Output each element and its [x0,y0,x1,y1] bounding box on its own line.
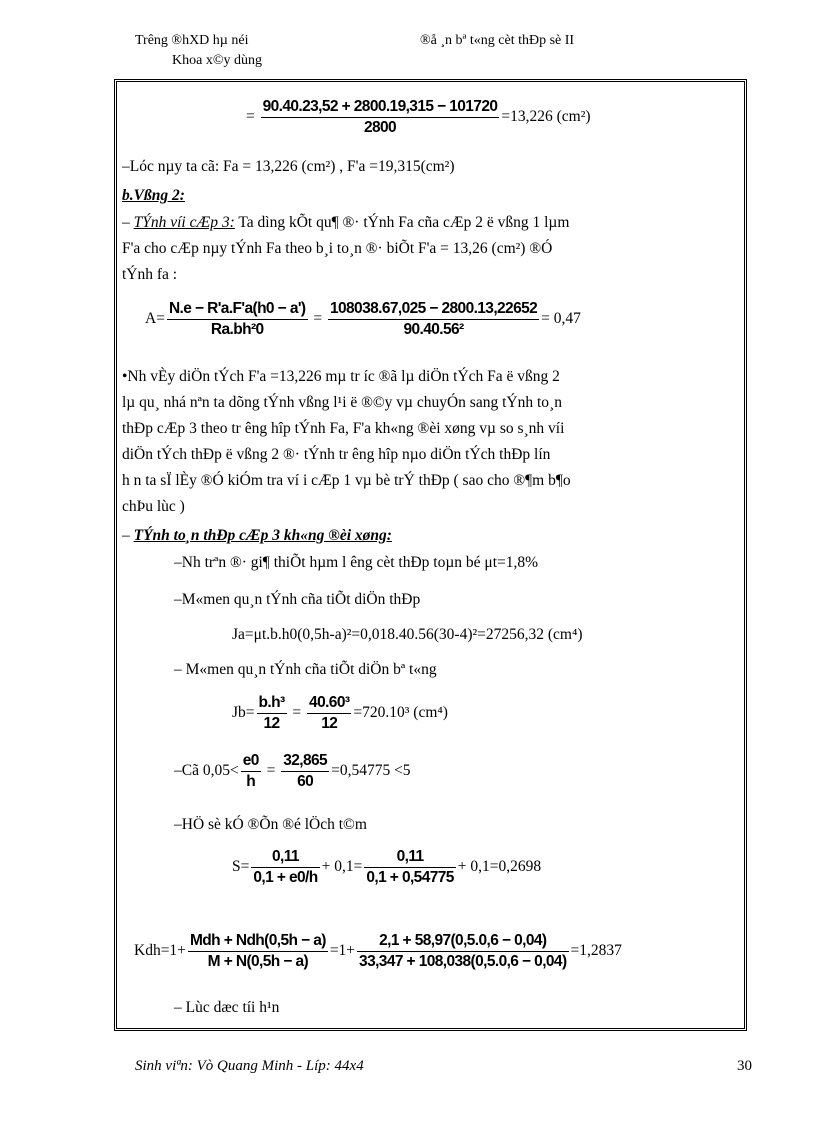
text-momen2: – M«men qu¸n tÝnh cña tiÕt diÖn bª t«ng [174,661,437,678]
para2-line6: chÞu lùc ) [122,498,185,515]
fraction: $\frac{90.40.23,52 + 2800.19,315 - 101720}{2800}$ [262,98,498,136]
para2-line5: h n ta sÏ lÈy ®Ó kiÓm tra ví i cÆp 1 vµ bè trÝ thÐp ( sao cho ®¶m b¶o [122,472,571,489]
fraction: $\frac{\text{Mdh + Ndh(0,5h − a)}}{M + N(0,5h - a)}$ [189,932,326,970]
para2-line1: •Nh vÈy diÖn tÝch F'a =13,226 mµ tr íc ®ã lµ diÖn tÝch Fa ë vßng 2 [122,368,560,385]
para1-line2: F'a cho cÆp nµy tÝnh Fa theo b¸i to¸n ®· biÕt F'a = 13,26 (cm²) ®Ó [122,240,553,257]
text-heso: –HÖ sè kÓ ®Õn ®é lÖch t©m [174,816,367,833]
formula-Jb: Jb= $\frac{\text{b.h³}}{12}$ = $\frac{\text{40.60³}}{12}$ =720.10³ (cm⁴) [232,694,448,732]
fraction: $\frac{32,865}{60}$ [283,752,328,790]
fraction: $\frac{108038.67,025 - 2800.13,22652}{\text{90.40.56²}}$ [330,300,538,338]
fraction: $\frac{\text{b.h³}}{12}$ [258,694,285,732]
header-project: ®å ¸n bª t«ng cèt thÐp sè II [420,33,575,48]
formula-fa-result: = $\frac{90.40.23,52 + 2800.19,315 - 101720}{2800}$ =13,226 (cm²) [246,98,591,136]
formula-A: A= $\frac{N.e - R'a.F'a(h0 - a')}{\text{Ra.bh²0}}$ = $\frac{108038.67,025 - 2800.13,22652}{\text{90.40.56²}}$ = 0,47 [145,300,581,338]
footer-page-number: 30 [737,1058,752,1074]
formula-Ja: Ja=μt.b.h0(0,5h-a)²=0,018.40.56(30-4)²=27256,32 (cm⁴) [232,626,583,643]
fraction: $\frac{0,11}{0,1 + e0/h}$ [253,848,318,886]
fraction: $\frac{N.e - R'a.F'a(h0 - a')}{\text{Ra.bh²0}}$ [168,300,306,338]
footer-student: Sinh viªn: Vò Quang Minh - Líp: 44x4 [135,1058,364,1074]
para2-line3: thÐp cÆp 3 theo tr êng hîp tÝnh Fa, F'a kh«ng ®èi xøng vµ so s¸nh víi [122,420,565,437]
para2-line2: lµ qu¸ nhá nªn ta dõng tÝnh vßng l¹i ë ®©y vµ chuyÓn sang tÝnh to¸n [122,394,562,411]
para1-line3: tÝnh fa : [122,266,178,283]
para2-line4: diÖn tÝch thÐp ë vßng 2 ®· tÝnh tr êng hîp nµo diÖn tÝch thÐp lín [122,446,551,463]
formula-co: –Cã 0,05< $\frac{e0}{h}$ = $\frac{32,865}{60}$ =0,54775 <5 [174,752,411,790]
heading-tinhtoan: – TÝnh to¸n thÐp cÆp 3 kh«ng ®èi xøng: [122,527,392,544]
para1-line1: – TÝnh víi cÆp 3: Ta dìng kÕt qu¶ ®· tÝnh Fa cña cÆp 2 ë vßng 1 lµm [122,214,570,231]
header-faculty: Khoa x©y dùng [172,53,262,68]
formula-Kdh: Kdh=1+ $\frac{\text{Mdh + Ndh(0,5h − a)}}{M + N(0,5h - a)}$ =1+ $\frac{2,1 + 58,97(0,5.0,6 - 0,04)}{33,347 + 108,038(0,5.0,6 - 0,04)}$ =1,2837 [134,932,622,970]
text-lucdac: – Lùc dæc tíi h¹n [174,999,280,1016]
fraction: $\frac{2,1 + 58,97(0,5.0,6 - 0,04)}{33,347 + 108,038(0,5.0,6 - 0,04)}$ [359,932,567,970]
formula-S: S= $\frac{0,11}{0,1 + e0/h}$ + 0,1= $\frac{0,11}{0,1 + 0,54775}$ + 0,1=0,2698 [232,848,542,886]
fraction: $\frac{\text{40.60³}}{12}$ [309,694,350,732]
text-nhutren: –Nh trªn ®· gi¶ thiÕt hµm l êng cèt thÐp toµn bé μt=1,8% [174,554,539,571]
heading-vong2: b.Vßng 2: [122,187,185,204]
header-school: Trêng ®hXD hµ néi [135,33,249,48]
text-momen1: –M«men qu¸n tÝnh cña tiÕt diÖn thÐp [174,591,421,608]
fraction: $\frac{e0}{h}$ [242,752,259,790]
text-lucnay: –Lóc nµy ta cã: Fa = 13,226 (cm²) , F'a =19,315(cm²) [122,158,455,175]
fraction: $\frac{0,11}{0,1 + 0,54775}$ [366,848,454,886]
